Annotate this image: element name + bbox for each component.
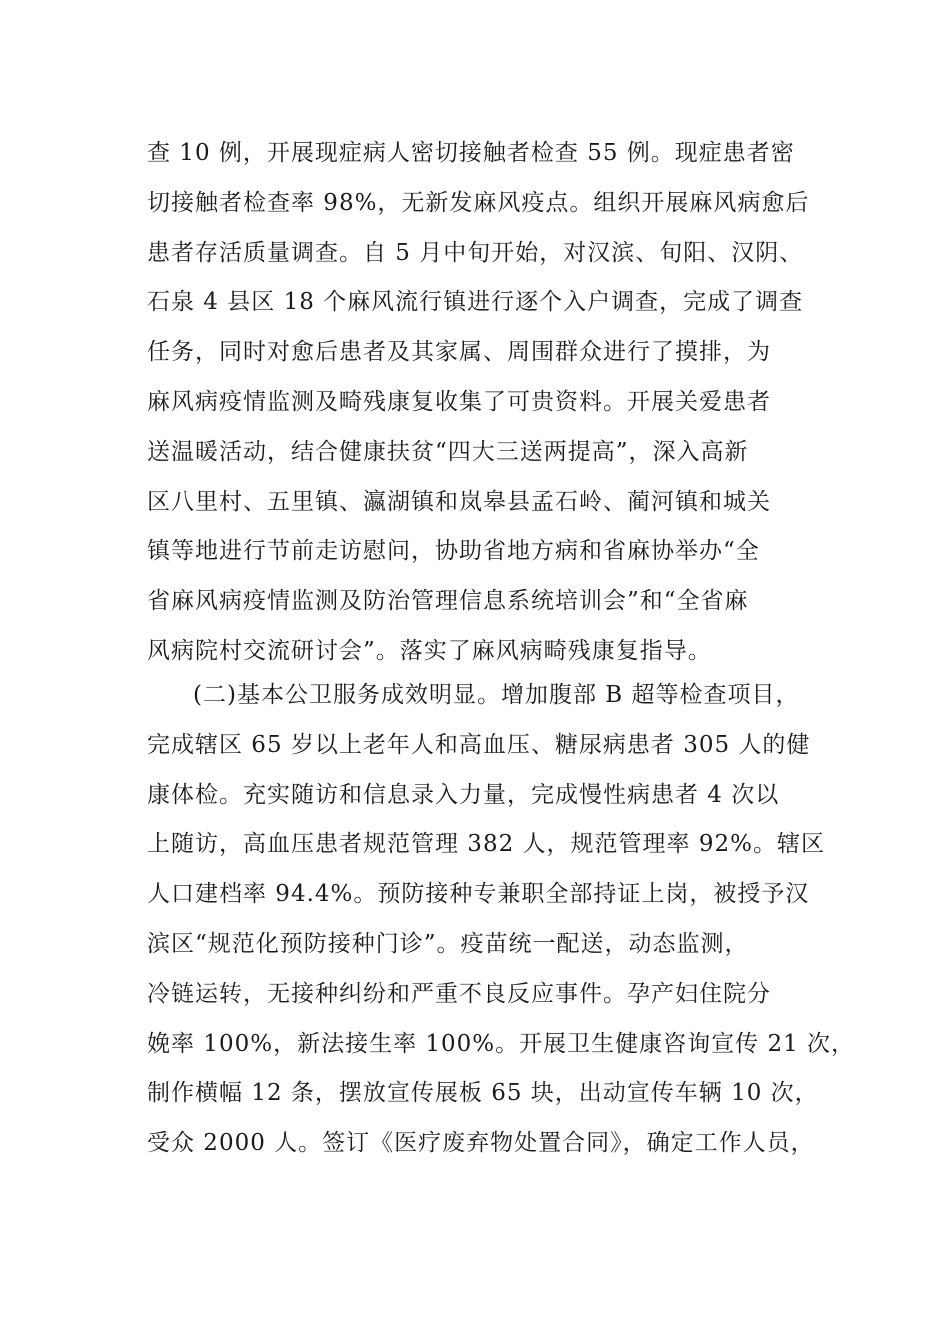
text-line: 患者存活质量调查。自 5 月中旬开始，对汉滨、旬阳、汉阴、 [147,239,804,266]
text-line: 区八里村、五里镇、瀛湖镇和岚皋县孟石岭、蔺河镇和城关 [147,488,771,515]
text-line: 切接触者检查率 98%，无新发麻风疫点。组织开展麻风病愈后 [147,189,810,216]
text-line: 康体检。充实随访和信息录入力量，完成慢性病患者 4 次以 [147,781,780,808]
text-line: 任务，同时对愈后患者及其家属、周围群众进行了摸排，为 [147,339,771,366]
text-line: 查 10 例，开展现症病人密切接触者检查 55 例。现症患者密 [147,140,795,166]
paragraph-leprosy-work [147,129,817,677]
text-line: 完成辖区 65 岁以上老年人和高血压、糖尿病患者 305 人的健 [147,731,811,758]
text-line: 风病院村交流研讨会”。落实了麻风病畸残康复指导。 [147,637,712,664]
text-line: 冷链运转，无接种纠纷和严重不良反应事件。孕产妇住院分 [147,980,771,1007]
text-line: 镇等地进行节前走访慰问，协助省地方病和省麻协举办“全 [147,538,760,565]
text-line: 受众 2000 人。签订《医疗废弃物处置合同》，确定工作人员， [147,1130,815,1157]
text-line: 人口建档率 94.4%。预防接种专兼职全部持证上岗，被授予汉 [147,881,810,908]
text-line: 省麻风病疫情监测及防治管理信息系统培训会”和“全省麻 [147,588,749,615]
section-heading-line: (二)基本公卫服务成效明显。增加腹部 B 超等检查项目， [193,682,800,708]
text-line: 制作横幅 12 条，摆放宣传展板 65 块，出动宣传车辆 10 次， [147,1080,819,1107]
text-line: 送温暖活动，结合健康扶贫“四大三送两提高”，深入高新 [147,438,749,465]
text-line: 娩率 100%，新法接生率 100%。开展卫生健康咨询宣传 21 次， [147,1030,856,1057]
text-line: 滨区“规范化预防接种门诊”。疫苗统一配送，动态监测， [147,930,749,957]
text-line: 麻风病疫情监测及畸残康复收集了可贵资料。开展关爱患者 [147,388,771,415]
paragraph-public-health-services [147,671,856,1169]
text-line: 上随访，高血压患者规范管理 382 人，规范管理率 92%。辖区 [147,831,825,858]
text-line: 石泉 4 县区 18 个麻风流行镇进行逐个入户调查，完成了调查 [147,289,804,316]
